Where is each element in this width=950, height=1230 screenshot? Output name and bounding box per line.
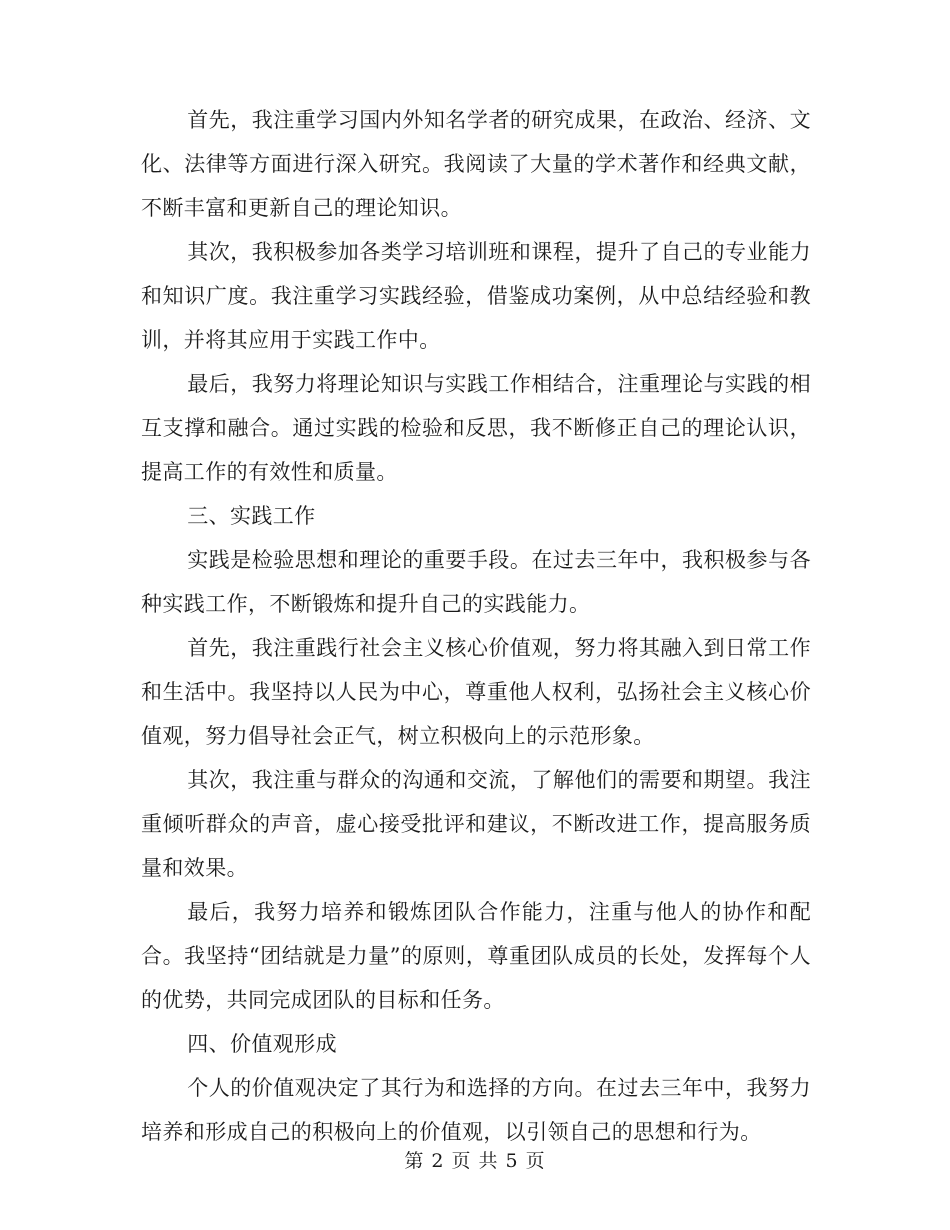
paragraph-practice-second: 其次，我注重与群众的沟通和交流，了解他们的需要和期望。我注重倾听群众的声音，虚心接受批评和建议，不断改进工作，提高服务质量和效果。 xyxy=(141,768,811,880)
document-body xyxy=(141,98,811,1154)
paragraph-practice-intro: 实践是检验思想和理论的重要手段。在过去三年中，我积极参与各种实践工作，不断锻炼和提升自己的实践能力。 xyxy=(141,548,811,616)
section-heading-values: 四、价值观形成 xyxy=(187,1032,337,1056)
paragraph-theory-study-last: 最后，我努力将理论知识与实践工作相结合，注重理论与实践的相互支撑和融合。通过实践的检验和反思，我不断修正自己的理论认识，提高工作的有效性和质量。 xyxy=(141,372,811,484)
section-heading-practice: 三、实践工作 xyxy=(187,504,316,528)
paragraph-theory-study-first: 首先，我注重学习国内外知名学者的研究成果，在政治、经济、文化、法律等方面进行深入研究。我阅读了大量的学术著作和经典文献，不断丰富和更新自己的理论知识。 xyxy=(141,108,811,220)
paragraph-values-intro: 个人的价值观决定了其行为和选择的方向。在过去三年中，我努力培养和形成自己的积极向上的价值观，以引领自己的思想和行为。 xyxy=(141,1076,811,1144)
paragraph-theory-study-second: 其次，我积极参加各类学习培训班和课程，提升了自己的专业能力和知识广度。我注重学习实践经验，借鉴成功案例，从中总结经验和教训，并将其应用于实践工作中。 xyxy=(141,240,811,352)
paragraph-practice-last: 最后，我努力培养和锻炼团队合作能力，注重与他人的协作和配合。我坚持“团结就是力量”的原则，尊重团队成员的长处，发挥每个人的优势，共同完成团队的目标和任务。 xyxy=(141,900,811,1012)
page-number-footer: 第 2 页 共 5 页 xyxy=(404,1150,546,1172)
paragraph-practice-first: 首先，我注重践行社会主义核心价值观，努力将其融入到日常工作和生活中。我坚持以人民为中心，尊重他人权利，弘扬社会主义核心价值观，努力倡导社会正气，树立积极向上的示范形象。 xyxy=(141,636,811,748)
